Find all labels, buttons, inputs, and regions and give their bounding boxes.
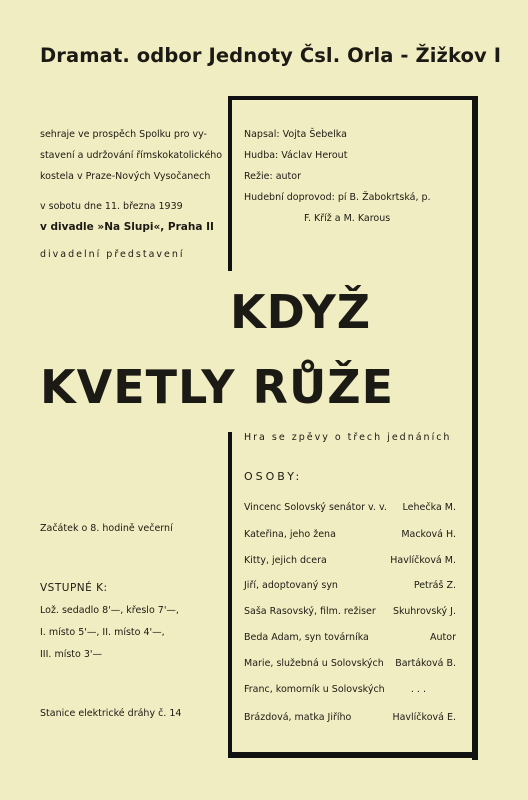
intro-block bbox=[40, 124, 223, 265]
cast-actor: Havlíčková M. bbox=[390, 555, 456, 566]
cast-actor: Macková H. bbox=[401, 529, 456, 540]
cast-role: Vincenc Solovský senátor v. v. bbox=[244, 502, 387, 513]
tickets-heading: VSTUPNÉ K: bbox=[40, 582, 108, 594]
frame-border-top bbox=[228, 96, 478, 100]
cast-actor: . . . bbox=[410, 684, 426, 695]
frame-border-left-lower bbox=[228, 432, 232, 754]
credit-direction: Režie: autor bbox=[244, 171, 301, 182]
cast-actor: Skuhrovský J. bbox=[393, 606, 456, 617]
cast-role: Kitty, jejich dcera bbox=[244, 555, 327, 566]
cast-role: Jiří, adoptovaný syn bbox=[244, 580, 338, 591]
cast-actor: Petráš Z. bbox=[413, 580, 456, 591]
play-title-line2: KVETLY RŮŽE bbox=[40, 360, 395, 414]
ticket-prices-line: Lož. sedadlo 8'—, křeslo 7'—, bbox=[40, 605, 179, 616]
cast-actor: Bartáková B. bbox=[395, 658, 456, 669]
cast-heading: OSOBY: bbox=[244, 470, 303, 483]
cast-role: Kateřina, jeho žena bbox=[244, 529, 336, 540]
play-subtitle: Hra se zpěvy o třech jednáních bbox=[244, 432, 452, 443]
credits-block bbox=[244, 124, 468, 229]
intro-line: stavení a udržování římskokatolického bbox=[40, 150, 223, 161]
cast-role: Brázdová, matka Jiřího bbox=[244, 712, 352, 723]
cast-actor: Havlíčková E. bbox=[392, 712, 456, 723]
frame-border-right bbox=[472, 96, 478, 760]
tram-info: Stanice elektrické dráhy č. 14 bbox=[40, 708, 182, 719]
theatre-venue: v divadle »Na Slupi«, Praha II bbox=[40, 221, 214, 233]
ticket-prices-line: III. místo 3'— bbox=[40, 649, 103, 660]
intro-line: sehraje ve prospěch Spolku pro vy- bbox=[40, 129, 207, 140]
performance-type: divadelní představení bbox=[40, 249, 185, 260]
frame-border-left-upper bbox=[228, 96, 232, 271]
frame-border-bottom bbox=[228, 752, 478, 758]
performance-date: v sobotu dne 11. března 1939 bbox=[40, 201, 183, 212]
intro-line: kostela v Praze-Nových Vysočanech bbox=[40, 171, 211, 182]
cast-actor: Autor bbox=[430, 632, 456, 643]
credit-author: Napsal: Vojta Šebelka bbox=[244, 129, 347, 140]
cast-actor: Lehečka M. bbox=[402, 502, 456, 513]
cast-role: Beda Adam, syn továrníka bbox=[244, 632, 369, 643]
credit-accompaniment: Hudební doprovod: pí B. Žabokrtská, p. bbox=[244, 192, 431, 203]
cast-role: Franc, komorník u Solovských bbox=[244, 684, 385, 695]
play-title-line1: KDYŽ bbox=[230, 285, 372, 339]
cast-role: Marie, služebná u Solovských bbox=[244, 658, 384, 669]
ticket-prices-line: I. místo 5'—, II. místo 4'—, bbox=[40, 627, 165, 638]
cast-role: Saša Rasovský, film. režiser bbox=[244, 606, 376, 617]
organizer-header: Dramat. odbor Jednoty Čsl. Orla - Žižkov I bbox=[40, 44, 502, 67]
credit-accompaniment-cont: F. Kříž a M. Karous bbox=[304, 213, 391, 224]
start-time: Začátek o 8. hodině večerní bbox=[40, 523, 173, 534]
credit-music: Hudba: Václav Herout bbox=[244, 150, 348, 161]
